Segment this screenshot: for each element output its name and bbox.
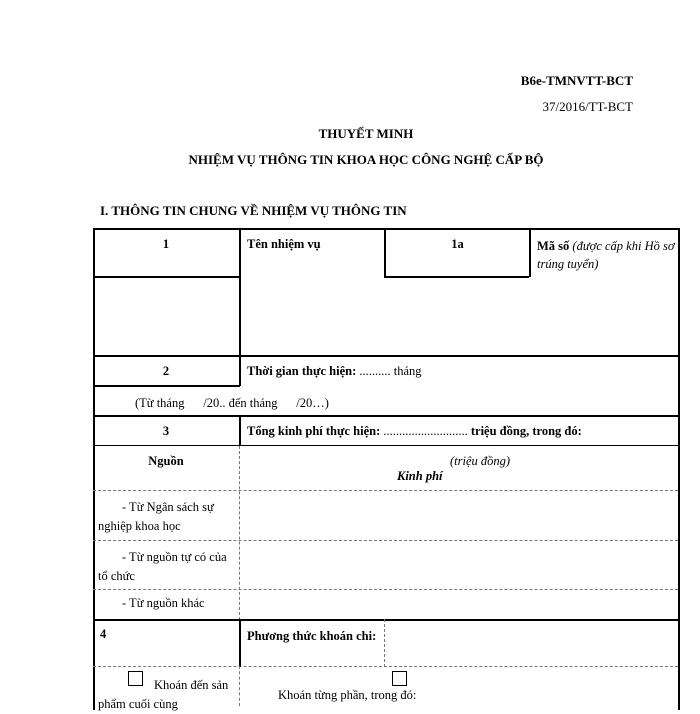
source-line-2	[93, 540, 678, 541]
col-divider-row3	[239, 415, 241, 446]
row2-number: 2	[162, 364, 170, 378]
source-item-1: - Từ Ngân sách sự nghiệp khoa học	[98, 500, 214, 533]
col-divider-row2	[239, 355, 241, 386]
budget-unit: triệu đồng, trong đó:	[470, 424, 582, 438]
duration-field	[247, 364, 422, 379]
duration-value: .......... tháng	[356, 364, 422, 378]
row3-top-line	[93, 415, 678, 417]
row1-num-bottom-line	[93, 276, 240, 278]
form-code: B6e-TMNVTT-BCT	[520, 73, 633, 88]
col-divider-1a-left	[384, 228, 386, 277]
row1-number: 1	[162, 237, 170, 251]
col-divider-options	[239, 666, 240, 706]
method-label: Phương thức khoán chi:	[247, 629, 377, 643]
row2-num-bottom-line	[93, 385, 240, 387]
source-line-3	[93, 589, 678, 590]
document-subtitle: NHIỆM VỤ THÔNG TIN KHOA HỌC CÔNG NGHỆ CẤP BỘ	[188, 152, 544, 167]
info-table	[93, 228, 680, 710]
budget-field	[247, 424, 582, 439]
duration-period: (Từ tháng /20.. đến tháng /20…)	[135, 396, 329, 410]
col-divider-row4-right	[384, 619, 385, 667]
row4-option-line	[93, 666, 678, 667]
code-field	[537, 237, 675, 273]
source-line-1	[93, 490, 678, 491]
row3-number: 3	[162, 424, 170, 438]
section-heading: I. THÔNG TIN CHUNG VỀ NHIỆM VỤ THÔNG TIN	[100, 203, 407, 218]
col-divider-row4	[239, 619, 241, 667]
col-divider-sources	[239, 446, 240, 620]
code-label: Mã số	[537, 239, 570, 253]
partial-contract-checkbox[interactable]	[392, 671, 407, 686]
row1a-number: 1a	[451, 237, 464, 251]
partial-contract-label: Khoán từng phần, trong đó:	[278, 688, 417, 702]
row3-header-line	[93, 445, 678, 446]
source-item-3: - Từ nguồn khác	[122, 596, 205, 610]
col-divider-row1	[239, 228, 241, 356]
funding-unit: (triệu đồng)	[450, 454, 511, 468]
duration-label: Thời gian thực hiện:	[247, 364, 357, 378]
full-contract-label: Khoán đến sản phẩm cuối cùng	[98, 678, 229, 711]
document-title: THUYẾT MINH	[318, 126, 414, 141]
budget-dots: ...........................	[380, 424, 471, 438]
row1a-bottom-line	[384, 276, 529, 278]
circular-number: 37/2016/TT-BCT	[542, 99, 633, 114]
row4-top-line	[93, 619, 678, 621]
budget-label: Tổng kinh phí thực hiện:	[247, 424, 381, 438]
task-name-label: Tên nhiệm vụ	[247, 237, 321, 251]
code-note: (được cấp khi Hồ sơ trúng tuyển)	[537, 239, 675, 271]
source-header: Nguồn	[148, 454, 184, 468]
funding-header: Kinh phí	[397, 469, 443, 483]
row4-number: 4	[100, 627, 107, 641]
col-divider-1a-right	[529, 228, 531, 277]
row2-top-line	[93, 355, 678, 357]
source-item-2: - Từ nguồn tự có của tổ chức	[98, 550, 227, 583]
